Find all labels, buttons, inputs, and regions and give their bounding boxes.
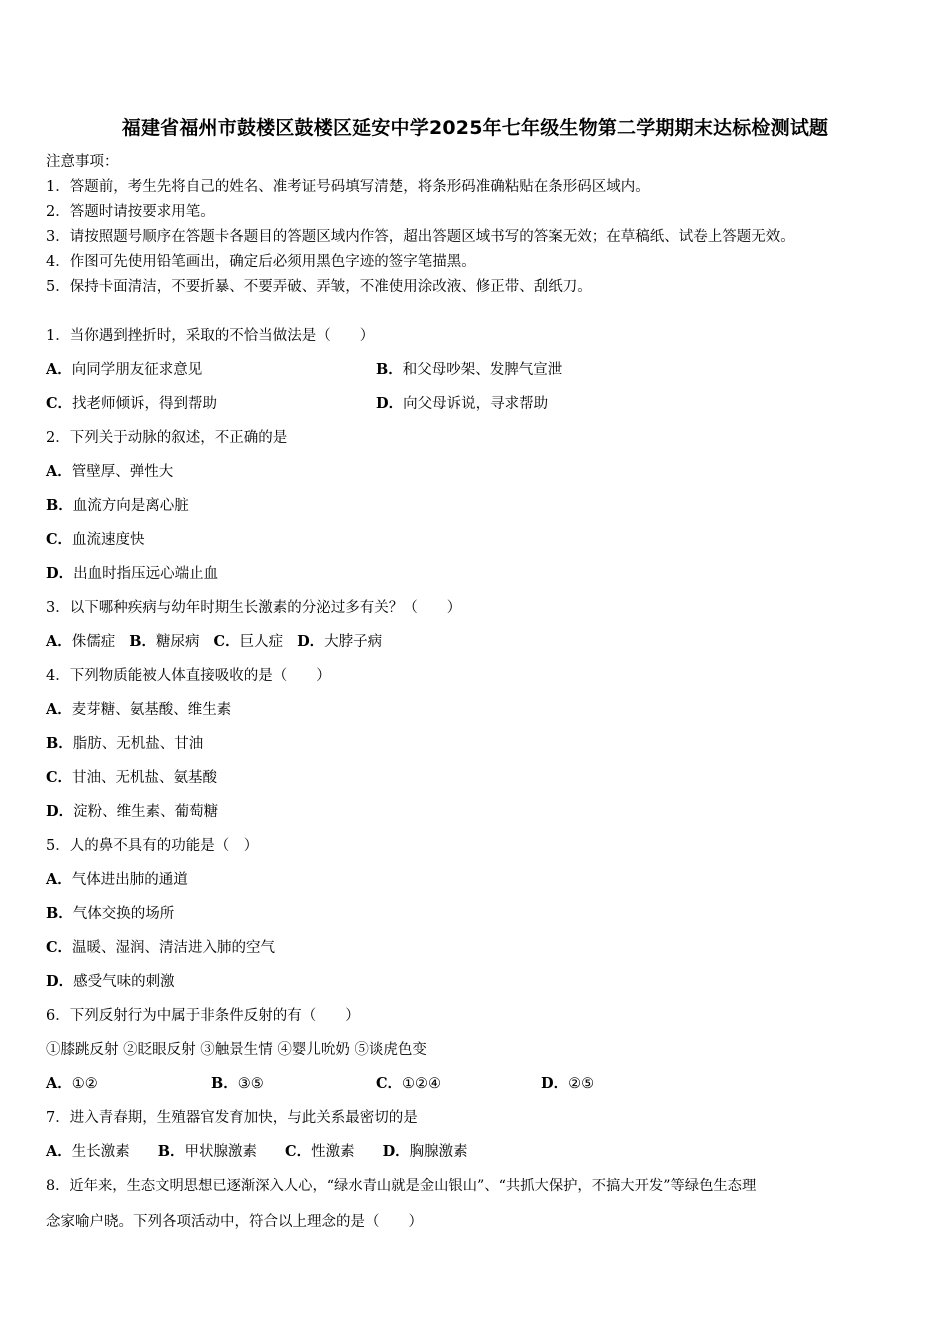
option-label: C． <box>285 1143 312 1160</box>
question-7-option-a <box>46 1142 130 1162</box>
question-2-option-c <box>46 530 145 550</box>
option-text: ②⑤ <box>568 1076 595 1092</box>
question-4-stem: 4．下列物质能被人体直接吸收的是（ ） <box>46 668 331 684</box>
option-label: C． <box>46 769 73 786</box>
question-3-option-b <box>129 632 199 652</box>
option-text: 气体交换的场所 <box>72 906 175 922</box>
option-text: 找老师倾诉，得到帮助 <box>72 396 218 412</box>
option-label: B． <box>211 1075 238 1092</box>
question-1-stem: 1．当你遇到挫折时，采取的不恰当做法是（ ） <box>46 328 375 344</box>
question-7-option-c <box>285 1142 355 1162</box>
question-1-option-b <box>376 360 562 380</box>
option-label: A． <box>46 1143 72 1160</box>
option-text: 向同学朋友征求意见 <box>71 362 203 378</box>
option-text: 向父母诉说，寻求帮助 <box>403 396 549 412</box>
option-label: A． <box>46 871 72 888</box>
question-6-option-d <box>541 1074 594 1094</box>
option-label: A． <box>46 701 72 718</box>
option-text: ①②④ <box>402 1076 442 1092</box>
notice-item-3: 3．请按照题号顺序在答题卡各题目的答题区域内作答，超出答题区域书写的答案无效；在草稿纸、试卷上答题无效。 <box>46 229 795 245</box>
option-label: D． <box>382 1143 410 1160</box>
question-3-options <box>46 632 382 652</box>
question-6-option-c <box>376 1074 441 1094</box>
option-label: B． <box>157 1143 185 1160</box>
option-text: 脂肪、无机盐、甘油 <box>72 736 204 752</box>
question-4-option-b <box>46 734 203 754</box>
question-8-stem-line-2: 念家喻户晓。下列各项活动中，符合以上理念的是（ ） <box>46 1214 423 1230</box>
option-label: D． <box>376 395 404 412</box>
question-4-option-c <box>46 768 217 788</box>
question-1-option-c <box>46 394 217 414</box>
option-label: A． <box>46 463 72 480</box>
question-6-option-b <box>211 1074 264 1094</box>
option-label: C． <box>376 1075 403 1092</box>
notice-item-1: 1．答题前，考生先将自己的姓名、准考证号码填写清楚，将条形码准确粘贴在条形码区域内。 <box>46 179 650 195</box>
option-text: 温暖、湿润、清洁进入肺的空气 <box>72 940 276 956</box>
option-text: 性激素 <box>311 1144 355 1160</box>
question-5-stem: 5．人的鼻不具有的功能是（ ） <box>46 838 259 854</box>
option-label: B． <box>376 361 403 378</box>
question-4-option-a <box>46 700 231 720</box>
option-label: B． <box>129 633 157 650</box>
option-text: 甘油、无机盐、氨基酸 <box>72 770 218 786</box>
question-3-option-a <box>46 632 115 652</box>
option-label: A． <box>46 1075 72 1092</box>
notice-item-4: 4．作图可先使用铅笔画出，确定后必须用黑色字迹的签字笔描黑。 <box>46 254 476 270</box>
question-5-option-d <box>46 972 175 992</box>
option-text: 大脖子病 <box>324 634 383 650</box>
question-3-option-c <box>214 632 284 652</box>
question-8-stem-line-1: 8．近年来，生态文明思想已逐渐深入人心，“绿水青山就是金山银山”、“共抓大保护，不搞大开发”等绿色生态理 <box>46 1178 757 1194</box>
option-text: 和父母吵架、发脾气宣泄 <box>402 362 563 378</box>
option-text: 管壁厚、弹性大 <box>71 464 174 480</box>
option-text: 血流方向是离心脏 <box>72 498 189 514</box>
question-3-stem: 3．以下哪种疾病与幼年时期生长激素的分泌过多有关？（ ） <box>46 600 462 616</box>
question-5-option-a <box>46 870 188 890</box>
question-2-option-b <box>46 496 189 516</box>
option-label: C． <box>213 633 240 650</box>
option-text: ③⑤ <box>237 1076 264 1092</box>
question-1-option-d <box>376 394 548 414</box>
question-6-items: ①膝跳反射 ②眨眼反射 ③触景生情 ④婴儿吮奶 ⑤谈虎色变 <box>46 1042 427 1058</box>
question-4-option-d <box>46 802 218 822</box>
option-label: A． <box>46 361 72 378</box>
option-text: 感受气味的刺激 <box>73 974 175 990</box>
notice-item-5: 5．保持卡面清洁，不要折暴、不要弄破、弄皱，不准使用涂改液、修正带、刮纸刀。 <box>46 279 592 295</box>
notice-item-2: 2．答题时请按要求用笔。 <box>46 204 215 220</box>
question-2-stem: 2．下列关于动脉的叙述，不正确的是 <box>46 430 288 446</box>
question-7-option-d <box>383 1142 468 1162</box>
option-text: ①② <box>71 1076 98 1092</box>
option-text: 甲状腺激素 <box>184 1144 258 1160</box>
option-text: 出血时指压远心端止血 <box>73 566 219 582</box>
option-label: D． <box>541 1075 569 1092</box>
question-3-option-d <box>297 632 382 652</box>
question-7-options <box>46 1142 468 1162</box>
option-label: B． <box>46 497 73 514</box>
page-title: 福建省福州市鼓楼区鼓楼区延安中学2025年七年级生物第二学期期末达标检测试题 <box>121 117 829 139</box>
question-5-option-c <box>46 938 275 958</box>
option-label: D． <box>297 633 325 650</box>
option-text: 侏儒症 <box>71 634 116 650</box>
option-label: B． <box>46 735 73 752</box>
option-text: 麦芽糖、氨基酸、维生素 <box>71 702 232 718</box>
option-label: D． <box>46 973 74 990</box>
option-label: D． <box>46 565 74 582</box>
option-text: 淀粉、维生素、葡萄糖 <box>73 804 219 820</box>
option-label: D． <box>46 803 74 820</box>
question-6-option-a <box>46 1074 98 1094</box>
option-label: C． <box>46 531 73 548</box>
option-text: 血流速度快 <box>72 532 145 548</box>
question-1-option-a <box>46 360 202 380</box>
option-label: C． <box>46 395 73 412</box>
option-text: 胸腺激素 <box>409 1144 468 1160</box>
option-text: 巨人症 <box>239 634 284 650</box>
option-label: C． <box>46 939 73 956</box>
option-label: A． <box>46 633 72 650</box>
option-label: B． <box>46 905 73 922</box>
notice-heading: 注意事项： <box>46 154 119 170</box>
question-2-option-a <box>46 462 173 482</box>
option-text: 糖尿病 <box>156 634 200 650</box>
question-7-option-b <box>158 1142 257 1162</box>
question-5-option-b <box>46 904 174 924</box>
option-text: 气体进出肺的通道 <box>71 872 188 888</box>
option-text: 生长激素 <box>71 1144 130 1160</box>
question-2-option-d <box>46 564 218 584</box>
question-7-stem: 7．进入青春期，生殖器官发育加快，与此关系最密切的是 <box>46 1110 418 1126</box>
question-6-stem: 6．下列反射行为中属于非条件反射的有（ ） <box>46 1008 360 1024</box>
